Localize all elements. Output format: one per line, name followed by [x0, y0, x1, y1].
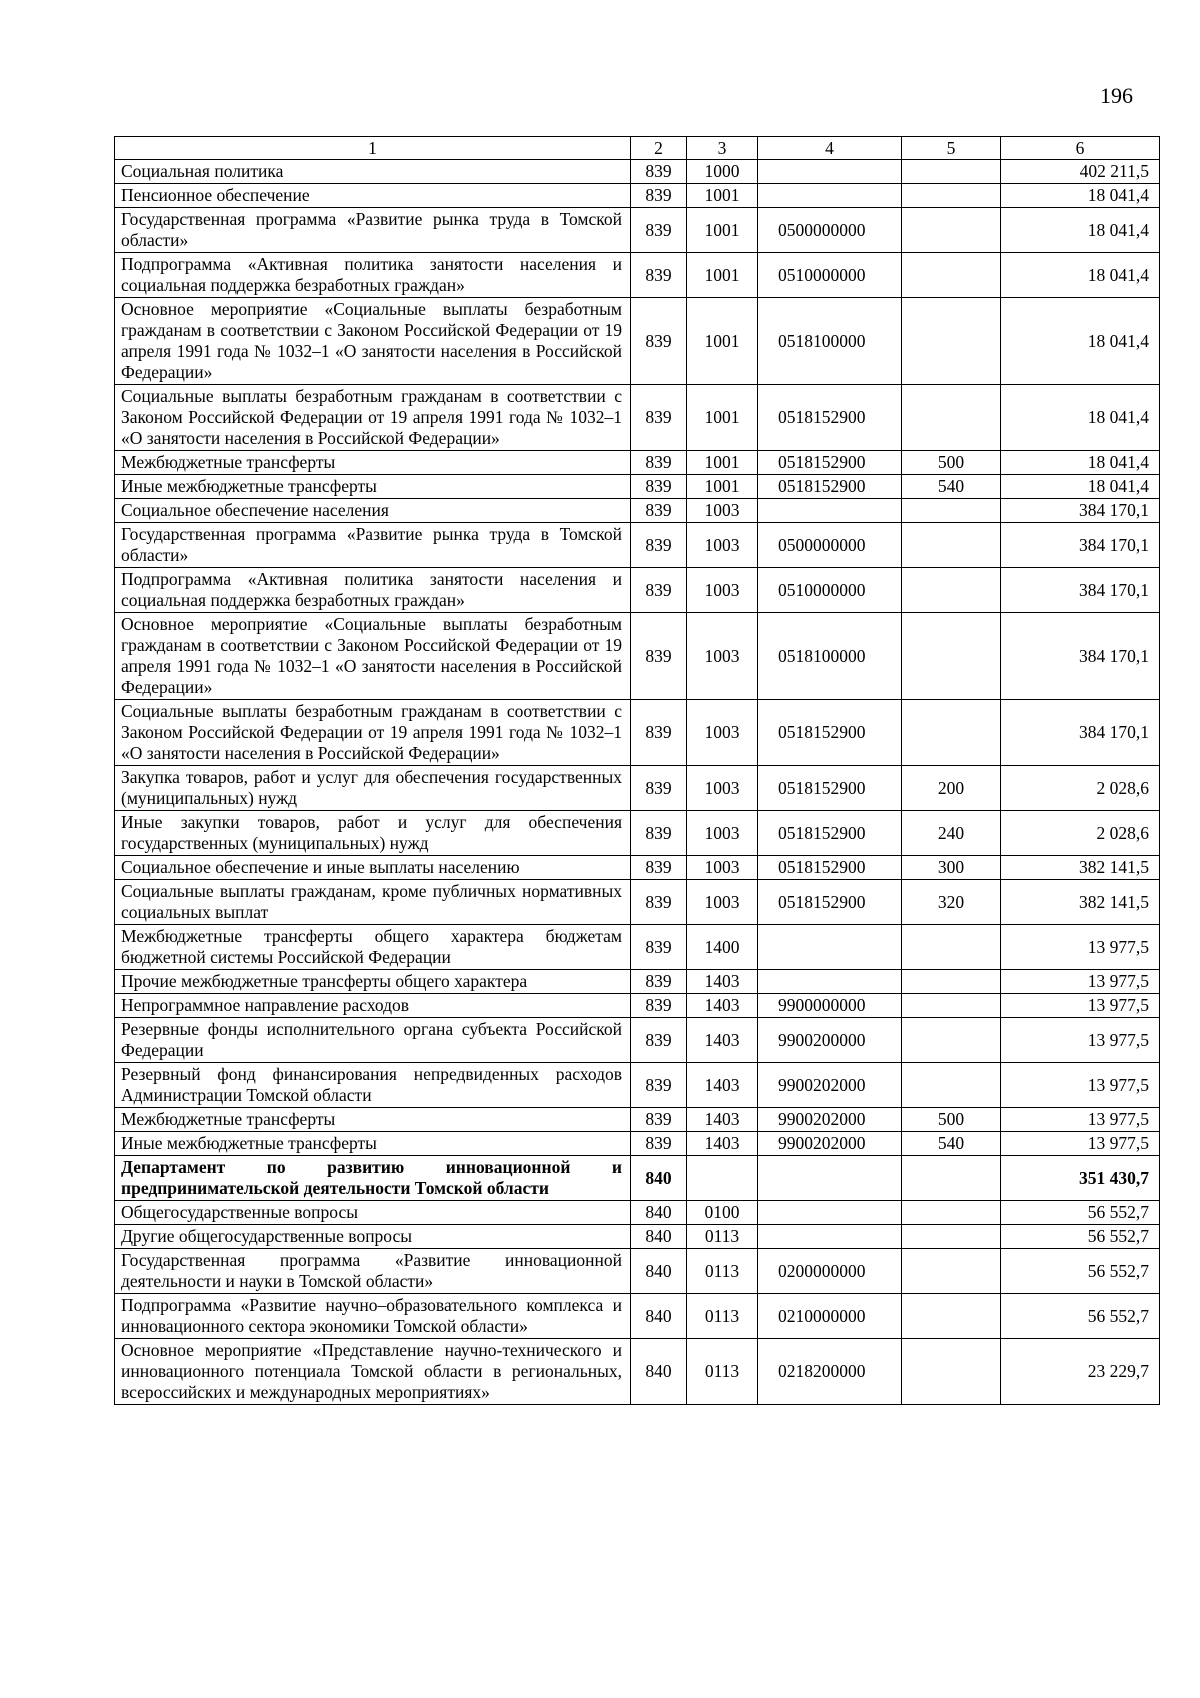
row-code4-cell	[758, 160, 902, 184]
row-code5-cell	[902, 385, 1001, 451]
row-amount-cell: 402 211,5	[1001, 160, 1160, 184]
row-code3-cell: 1001	[687, 451, 758, 475]
row-code5-cell	[902, 1225, 1001, 1249]
row-name-cell: Другие общегосударственные вопросы	[115, 1225, 631, 1249]
row-code3-cell: 1003	[687, 700, 758, 766]
row-code5-cell	[902, 1063, 1001, 1108]
table-row	[115, 1018, 1160, 1063]
row-code3-cell: 1403	[687, 970, 758, 994]
row-code3-cell: 1001	[687, 208, 758, 253]
row-code2-cell: 839	[631, 253, 687, 298]
row-code5-cell	[902, 253, 1001, 298]
row-name-cell: Пенсионное обеспечение	[115, 184, 631, 208]
budget-table	[114, 136, 1160, 1405]
page-number: 196	[1100, 83, 1133, 108]
row-amount-cell: 56 552,7	[1001, 1201, 1160, 1225]
row-code4-cell	[758, 499, 902, 523]
row-name-cell: Межбюджетные трансферты общего характера бюджетам бюджетной системы Российской Федерации	[115, 925, 631, 970]
row-code2-cell: 839	[631, 1018, 687, 1063]
row-name-cell: Межбюджетные трансферты	[115, 451, 631, 475]
row-amount-cell: 13 977,5	[1001, 925, 1160, 970]
row-code4-cell: 9900202000	[758, 1108, 902, 1132]
table-row	[115, 1156, 1160, 1201]
table-row	[115, 1108, 1160, 1132]
row-code5-cell	[902, 1294, 1001, 1339]
row-code4-cell	[758, 1156, 902, 1201]
row-name-cell: Основное мероприятие «Социальные выплаты безработным гражданам в соответствии с Законом Российской Федерации от 19 апреля 1991 года № 1032–1 «О занятости населения в Российской Федерации»	[115, 613, 631, 700]
row-code4-cell	[758, 1225, 902, 1249]
row-amount-cell: 382 141,5	[1001, 880, 1160, 925]
row-amount-cell: 18 041,4	[1001, 385, 1160, 451]
column-header: 3	[687, 137, 758, 160]
row-code2-cell: 839	[631, 160, 687, 184]
row-amount-cell: 13 977,5	[1001, 1132, 1160, 1156]
row-amount-cell: 18 041,4	[1001, 451, 1160, 475]
row-amount-cell: 351 430,7	[1001, 1156, 1160, 1201]
row-code3-cell: 1400	[687, 925, 758, 970]
column-header: 5	[902, 137, 1001, 160]
table-row	[115, 766, 1160, 811]
row-code4-cell: 0510000000	[758, 568, 902, 613]
row-code4-cell	[758, 970, 902, 994]
row-code3-cell: 1001	[687, 253, 758, 298]
row-code5-cell	[902, 523, 1001, 568]
row-code2-cell: 839	[631, 856, 687, 880]
row-code3-cell: 1003	[687, 880, 758, 925]
row-code4-cell: 0518152900	[758, 811, 902, 856]
row-code5-cell	[902, 568, 1001, 613]
row-code2-cell: 839	[631, 385, 687, 451]
row-amount-cell: 18 041,4	[1001, 475, 1160, 499]
row-code3-cell: 1003	[687, 568, 758, 613]
row-code4-cell	[758, 1201, 902, 1225]
row-amount-cell: 382 141,5	[1001, 856, 1160, 880]
row-code3-cell: 1003	[687, 499, 758, 523]
row-code4-cell: 0518100000	[758, 613, 902, 700]
row-name-cell: Основное мероприятие «Социальные выплаты безработным гражданам в соответствии с Законом Российской Федерации от 19 апреля 1991 года № 1032–1 «О занятости населения в Российской Федерации»	[115, 298, 631, 385]
row-code3-cell: 1003	[687, 613, 758, 700]
row-code2-cell: 840	[631, 1339, 687, 1405]
row-amount-cell: 13 977,5	[1001, 994, 1160, 1018]
table-row	[115, 475, 1160, 499]
row-code5-cell	[902, 1249, 1001, 1294]
row-name-cell: Государственная программа «Развитие рынка труда в Томской области»	[115, 523, 631, 568]
row-code2-cell: 839	[631, 811, 687, 856]
row-name-cell: Резервный фонд финансирования непредвиденных расходов Администрации Томской области	[115, 1063, 631, 1108]
row-code5-cell: 320	[902, 880, 1001, 925]
row-code5-cell	[902, 700, 1001, 766]
row-code2-cell: 839	[631, 208, 687, 253]
table-row	[115, 880, 1160, 925]
row-code5-cell	[902, 1201, 1001, 1225]
row-code2-cell: 839	[631, 1063, 687, 1108]
row-amount-cell: 56 552,7	[1001, 1249, 1160, 1294]
row-amount-cell: 56 552,7	[1001, 1225, 1160, 1249]
row-code4-cell: 0518152900	[758, 451, 902, 475]
row-code3-cell: 0113	[687, 1225, 758, 1249]
header-row	[115, 137, 1160, 160]
row-code5-cell: 500	[902, 1108, 1001, 1132]
row-code3-cell: 1000	[687, 160, 758, 184]
row-code4-cell	[758, 925, 902, 970]
row-code2-cell: 839	[631, 613, 687, 700]
row-code5-cell: 500	[902, 451, 1001, 475]
table-row	[115, 1063, 1160, 1108]
row-code2-cell: 839	[631, 568, 687, 613]
table-row	[115, 811, 1160, 856]
row-code3-cell: 1001	[687, 184, 758, 208]
row-code5-cell: 300	[902, 856, 1001, 880]
row-code2-cell: 839	[631, 475, 687, 499]
row-amount-cell: 384 170,1	[1001, 523, 1160, 568]
row-code2-cell: 840	[631, 1201, 687, 1225]
row-code4-cell: 0518152900	[758, 700, 902, 766]
row-code5-cell	[902, 994, 1001, 1018]
row-code3-cell: 1403	[687, 1063, 758, 1108]
row-code3-cell: 1001	[687, 385, 758, 451]
row-name-cell: Государственная программа «Развитие инновационной деятельности и науки в Томской области»	[115, 1249, 631, 1294]
row-name-cell: Общегосударственные вопросы	[115, 1201, 631, 1225]
row-code3-cell: 0113	[687, 1294, 758, 1339]
row-name-cell: Резервные фонды исполнительного органа субъекта Российской Федерации	[115, 1018, 631, 1063]
column-header: 4	[758, 137, 902, 160]
row-code5-cell	[902, 184, 1001, 208]
row-amount-cell: 13 977,5	[1001, 970, 1160, 994]
table-row	[115, 253, 1160, 298]
row-name-cell: Подпрограмма «Активная политика занятости населения и социальная поддержка безработных граждан»	[115, 568, 631, 613]
row-code2-cell: 840	[631, 1294, 687, 1339]
row-code2-cell: 839	[631, 766, 687, 811]
row-name-cell: Прочие межбюджетные трансферты общего характера	[115, 970, 631, 994]
row-code5-cell	[902, 208, 1001, 253]
row-amount-cell: 384 170,1	[1001, 613, 1160, 700]
row-code4-cell: 9900200000	[758, 1018, 902, 1063]
row-code2-cell: 839	[631, 451, 687, 475]
row-code3-cell: 1003	[687, 811, 758, 856]
row-name-cell: Закупка товаров, работ и услуг для обеспечения государственных (муниципальных) нужд	[115, 766, 631, 811]
row-code4-cell: 0500000000	[758, 523, 902, 568]
row-name-cell: Непрограммное направление расходов	[115, 994, 631, 1018]
row-code4-cell: 0518152900	[758, 766, 902, 811]
table-row	[115, 568, 1160, 613]
table-row	[115, 1339, 1160, 1405]
row-code3-cell: 1403	[687, 1132, 758, 1156]
table-row	[115, 613, 1160, 700]
row-code5-cell	[902, 160, 1001, 184]
row-code3-cell: 1001	[687, 475, 758, 499]
row-code2-cell: 839	[631, 880, 687, 925]
row-code5-cell: 540	[902, 1132, 1001, 1156]
row-code3-cell: 1003	[687, 766, 758, 811]
table-row	[115, 700, 1160, 766]
row-amount-cell: 384 170,1	[1001, 700, 1160, 766]
row-code3-cell: 0113	[687, 1339, 758, 1405]
row-name-cell: Социальные выплаты гражданам, кроме публичных нормативных социальных выплат	[115, 880, 631, 925]
row-name-cell: Иные межбюджетные трансферты	[115, 475, 631, 499]
row-amount-cell: 384 170,1	[1001, 568, 1160, 613]
row-name-cell: Иные межбюджетные трансферты	[115, 1132, 631, 1156]
row-code3-cell: 0113	[687, 1249, 758, 1294]
row-code3-cell: 1403	[687, 1108, 758, 1132]
row-code3-cell: 1003	[687, 523, 758, 568]
table-row	[115, 451, 1160, 475]
row-code4-cell: 0510000000	[758, 253, 902, 298]
row-code2-cell: 839	[631, 184, 687, 208]
row-name-cell: Социальные выплаты безработным гражданам в соответствии с Законом Российской Федерации от 19 апреля 1991 года № 1032–1 «О занятости населения в Российской Федерации»	[115, 700, 631, 766]
table-row	[115, 1201, 1160, 1225]
row-code5-cell	[902, 298, 1001, 385]
row-amount-cell: 13 977,5	[1001, 1018, 1160, 1063]
row-amount-cell: 56 552,7	[1001, 1294, 1160, 1339]
row-code5-cell: 200	[902, 766, 1001, 811]
table-row	[115, 298, 1160, 385]
row-code2-cell: 840	[631, 1249, 687, 1294]
row-code5-cell	[902, 1156, 1001, 1201]
row-name-cell: Подпрограмма «Развитие научно–образовательного комплекса и инновационного сектора экономики Томской области»	[115, 1294, 631, 1339]
column-header: 2	[631, 137, 687, 160]
table-row	[115, 994, 1160, 1018]
row-name-cell: Социальное обеспечение населения	[115, 499, 631, 523]
row-code5-cell	[902, 613, 1001, 700]
row-code5-cell: 540	[902, 475, 1001, 499]
row-name-cell: Социальные выплаты безработным гражданам в соответствии с Законом Российской Федерации от 19 апреля 1991 года № 1032–1 «О занятости населения в Российской Федерации»	[115, 385, 631, 451]
table-row	[115, 1249, 1160, 1294]
table-row	[115, 385, 1160, 451]
row-code5-cell	[902, 1339, 1001, 1405]
table-row	[115, 499, 1160, 523]
row-code3-cell: 1403	[687, 1018, 758, 1063]
row-code4-cell: 0518152900	[758, 856, 902, 880]
row-name-cell: Иные закупки товаров, работ и услуг для обеспечения государственных (муниципальных) нужд	[115, 811, 631, 856]
row-code4-cell: 9900000000	[758, 994, 902, 1018]
row-code4-cell: 0210000000	[758, 1294, 902, 1339]
row-code2-cell: 839	[631, 994, 687, 1018]
table-row	[115, 160, 1160, 184]
column-header: 1	[115, 137, 631, 160]
row-code2-cell: 839	[631, 700, 687, 766]
row-code3-cell: 1403	[687, 994, 758, 1018]
table-row	[115, 925, 1160, 970]
row-amount-cell: 2 028,6	[1001, 766, 1160, 811]
table-row	[115, 856, 1160, 880]
row-code4-cell: 9900202000	[758, 1063, 902, 1108]
row-code4-cell: 0518100000	[758, 298, 902, 385]
row-code3-cell: 0100	[687, 1201, 758, 1225]
row-code2-cell: 839	[631, 523, 687, 568]
row-code4-cell: 9900202000	[758, 1132, 902, 1156]
column-header: 6	[1001, 137, 1160, 160]
row-amount-cell: 2 028,6	[1001, 811, 1160, 856]
row-amount-cell: 18 041,4	[1001, 184, 1160, 208]
row-code5-cell	[902, 925, 1001, 970]
row-name-cell: Социальная политика	[115, 160, 631, 184]
row-name-cell: Государственная программа «Развитие рынка труда в Томской области»	[115, 208, 631, 253]
row-amount-cell: 18 041,4	[1001, 298, 1160, 385]
row-code5-cell	[902, 1018, 1001, 1063]
row-code3-cell: 1001	[687, 298, 758, 385]
table-row	[115, 1132, 1160, 1156]
row-name-cell: Подпрограмма «Активная политика занятости населения и социальная поддержка безработных граждан»	[115, 253, 631, 298]
row-amount-cell: 23 229,7	[1001, 1339, 1160, 1405]
row-code5-cell	[902, 499, 1001, 523]
row-amount-cell: 13 977,5	[1001, 1108, 1160, 1132]
row-amount-cell: 18 041,4	[1001, 253, 1160, 298]
row-code2-cell: 839	[631, 499, 687, 523]
row-code4-cell: 0218200000	[758, 1339, 902, 1405]
table-row	[115, 184, 1160, 208]
row-code4-cell: 0518152900	[758, 385, 902, 451]
row-code4-cell: 0500000000	[758, 208, 902, 253]
row-code2-cell: 840	[631, 1225, 687, 1249]
table-row	[115, 970, 1160, 994]
row-code3-cell: 1003	[687, 856, 758, 880]
row-code2-cell: 839	[631, 925, 687, 970]
row-code3-cell	[687, 1156, 758, 1201]
row-amount-cell: 384 170,1	[1001, 499, 1160, 523]
row-code4-cell	[758, 184, 902, 208]
row-amount-cell: 13 977,5	[1001, 1063, 1160, 1108]
row-code5-cell	[902, 970, 1001, 994]
row-code2-cell: 839	[631, 970, 687, 994]
table-row	[115, 1294, 1160, 1339]
row-code2-cell: 839	[631, 298, 687, 385]
row-name-cell: Социальное обеспечение и иные выплаты населению	[115, 856, 631, 880]
row-name-cell: Департамент по развитию инновационной и предпринимательской деятельности Томской области	[115, 1156, 631, 1201]
table-row	[115, 1225, 1160, 1249]
row-name-cell: Основное мероприятие «Представление научно-технического и инновационного потенциала Томской области в региональных, всероссийских и международных мероприятиях»	[115, 1339, 631, 1405]
row-code2-cell: 839	[631, 1108, 687, 1132]
row-amount-cell: 18 041,4	[1001, 208, 1160, 253]
row-code2-cell: 839	[631, 1132, 687, 1156]
row-code4-cell: 0200000000	[758, 1249, 902, 1294]
row-code4-cell: 0518152900	[758, 880, 902, 925]
row-code2-cell: 840	[631, 1156, 687, 1201]
table-row	[115, 208, 1160, 253]
table-row	[115, 523, 1160, 568]
row-code4-cell: 0518152900	[758, 475, 902, 499]
row-name-cell: Межбюджетные трансферты	[115, 1108, 631, 1132]
table-body	[115, 160, 1160, 1405]
row-code5-cell: 240	[902, 811, 1001, 856]
